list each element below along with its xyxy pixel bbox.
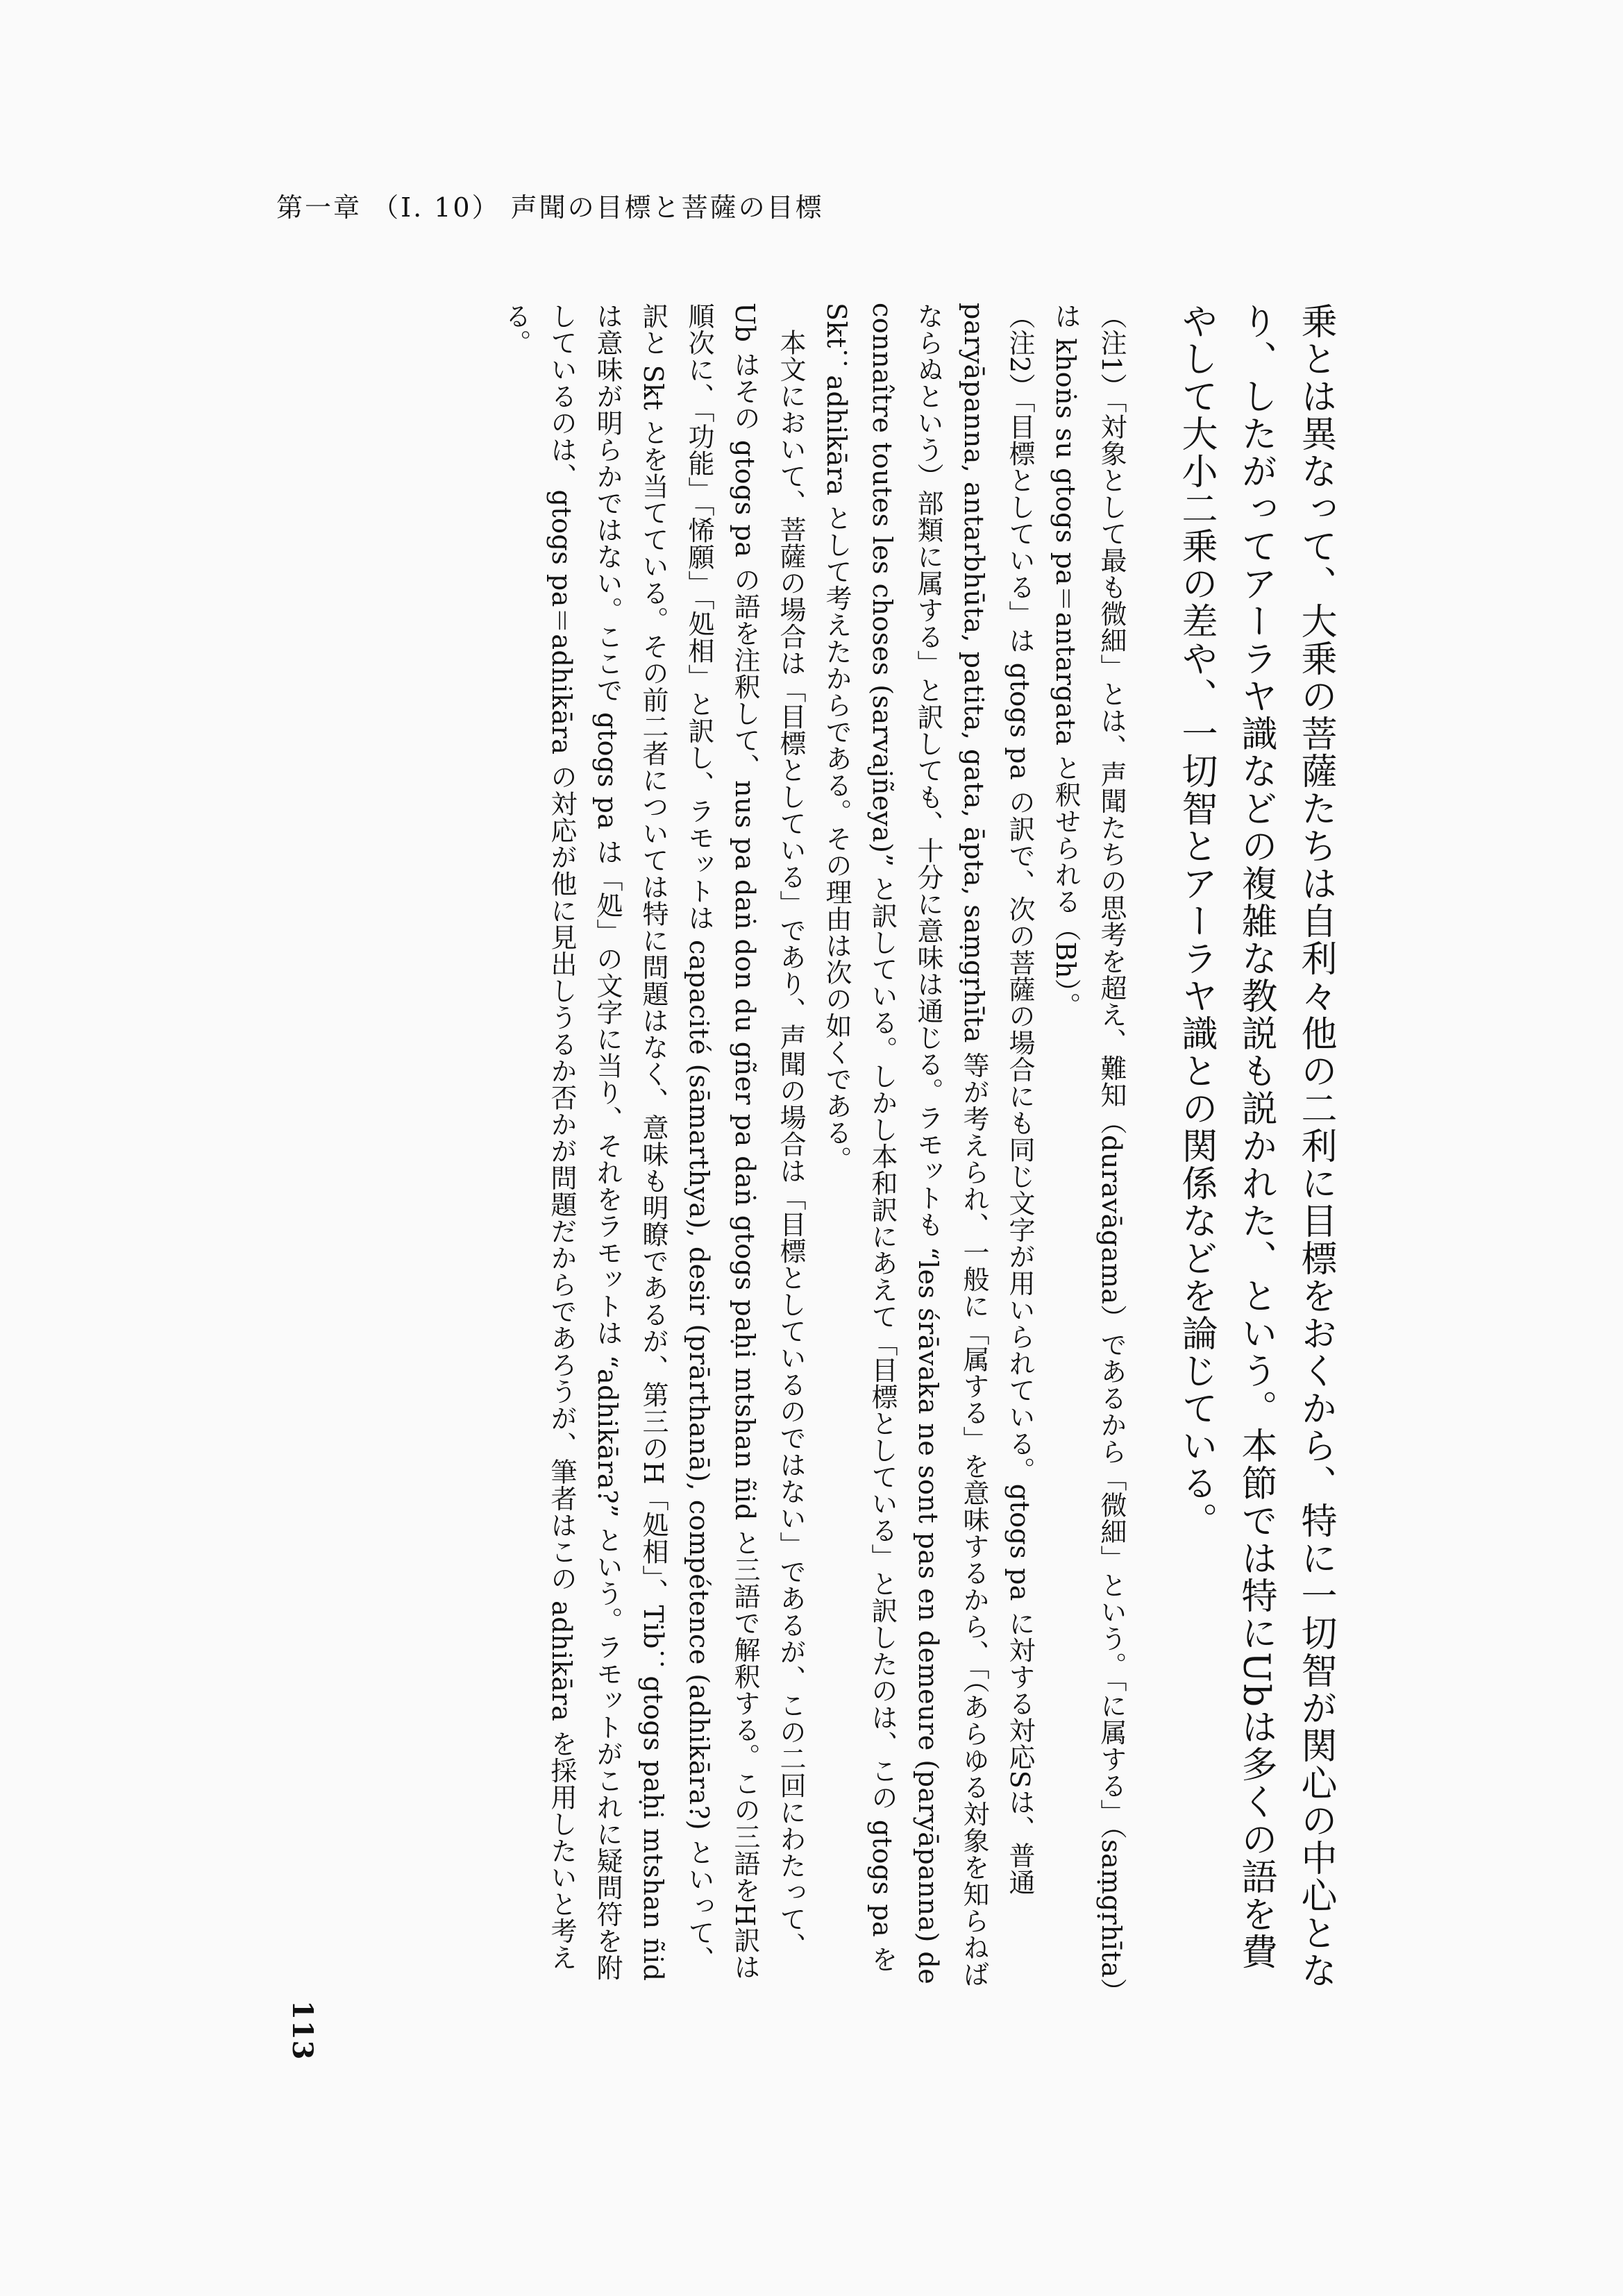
page-number: 113	[286, 2000, 319, 2061]
note-2: （注2）「目標としている」は gtogs pa の訳で、次の菩薩の場合にも同じ文字が用いられている。gtogs pa に対する対応Sは、普通 paryāpanna, antarbhūta, patita, gata, āpta, saṃgṛhīta 等が考えられ、一般に「属する」を意味するから、「（あらゆる対象を知らねばならぬという）部類に属する」と訳しても、十分に意味は通じる。ラモットも “les śrāvaka ne sont pas en demeure (paryāpanna) de connaître toutes les choses (sarvajñeya)” と訳している。しかし本和訳にあえて「目標としている」と訳したのは、この gtogs pa を Skt：adhikāra として考えたからである。その理由は次の如くである。	[821, 303, 1035, 1988]
main-text	[1166, 303, 1345, 1996]
notes	[493, 303, 1134, 1996]
note-3: 本文において、菩薩の場合は「目標としている」であり、声聞の場合は「目標としているのではない」であるが、この二回にわたって、Ub はその gtogs pa の語を注釈して、nus pa daṅ don du gñer pa daṅ gtogs paḥi mtshan ñid と三語で解釈する。この三語をH訳は順次に、「功能」「悕願」「処相」と訳し、ラモットは capacité (sāmarthya), desir (prārthanā), compétence (adhikāra?) といって、訳と Skt とを当てている。その前二者については特に問題はなく、意味も明瞭であるが、第三のH「処相」、Tib：gtogs paḥi mtshan ñid は意味が明らかではない。ここで gtogs pa は「処」の文字に当り、それをラモットは “adhikāra?” という。ラモットがこれに疑問符を附しているのは、gtogs pa＝adhikāra の対応が他に見出しうるか否かが問題だからであろうが、筆者はこの adhikāra を採用したいと考える。	[501, 303, 806, 1982]
main-paragraph: 乗とは異なって、大乗の菩薩たちは自利々他の二利に目標をおくから、特に一切智が関心の中心となり、したがってアーラヤ識などの複雑な教説も説かれた、という。本節では特にUbは多くの語を費やして大小二乗の差や、一切智とアーラヤ識との関係などを論じている。	[1175, 303, 1336, 1989]
running-head: 第一章 （I. 10） 声聞の目標と菩薩の目標	[276, 192, 824, 223]
body-text	[493, 303, 1345, 1996]
note-1: （注1）「対象として最も微細」とは、声聞たちの思考を超え、難知（duravāgama）であるから「微細」という。「に属する」（saṃgṛhīta）は khoṅs su gtogs pa＝antargata と釈せられる（Bh）。	[1050, 303, 1127, 1992]
